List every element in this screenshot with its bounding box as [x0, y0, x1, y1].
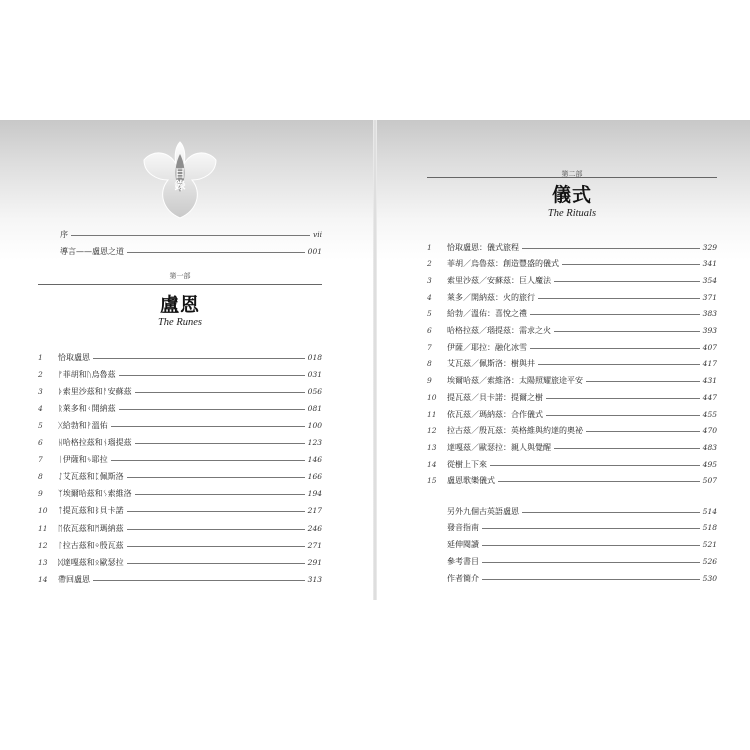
toc-entry[interactable] [427, 407, 717, 421]
entry-page: 407 [702, 342, 717, 352]
toc-entry[interactable] [38, 538, 322, 552]
entry-title: 萊多／開納茲：火的旅行 [447, 292, 535, 302]
leader-line [127, 563, 305, 564]
entry-title: 恰取盧恩 [58, 352, 90, 362]
entry-title: ᛉ埃爾哈茲和ᛊ索維洛 [58, 489, 132, 499]
entry-title: 提瓦茲／貝卡諾：提爾之樹 [447, 392, 543, 402]
chapter-number: 7 [427, 342, 432, 352]
entry-title: 艾瓦茲／佩斯洛：樹與井 [447, 359, 535, 369]
entry-page: 100 [307, 420, 322, 430]
chapter-number: 12 [427, 426, 437, 436]
toc-entry[interactable] [38, 487, 322, 501]
entry-title: 埃爾哈茲／索維洛：太陽照耀旅途平安 [447, 376, 583, 386]
leader-line [111, 426, 305, 427]
entry-title: 給勃／溫佑：喜悅之禮 [447, 309, 527, 319]
chapter-number: 1 [427, 242, 432, 252]
leader-line [530, 314, 700, 315]
entry-title: 延伸閱讀 [447, 540, 479, 550]
entry-page: 341 [702, 259, 717, 269]
toc-entry[interactable] [447, 504, 717, 518]
entry-page: 001 [307, 246, 322, 256]
toc-entry[interactable] [38, 418, 322, 432]
entry-page: 031 [307, 369, 322, 379]
toc-entry[interactable] [427, 273, 717, 287]
toc-entry[interactable] [427, 424, 717, 438]
left-page [0, 120, 375, 600]
chapter-number: 8 [38, 472, 43, 482]
chapter-number: 14 [38, 574, 48, 584]
toc-entry[interactable] [38, 470, 322, 484]
leader-line [530, 348, 700, 349]
entry-page: 431 [702, 376, 717, 386]
leader-line [482, 528, 700, 529]
toc-entry[interactable] [447, 554, 717, 568]
entry-page: 526 [702, 556, 717, 566]
leader-line [127, 529, 305, 530]
entry-page: 507 [702, 476, 717, 486]
entry-page: 271 [307, 540, 322, 550]
entry-title: 另外九個古英語盧恩 [447, 506, 519, 516]
entry-page: 417 [702, 359, 717, 369]
entry-title: 作者簡介 [447, 573, 479, 583]
leader-line [71, 235, 310, 236]
open-book [0, 120, 750, 600]
chapter-number: 7 [38, 455, 43, 465]
entry-title: 參考書目 [447, 556, 479, 566]
entry-title: ᚠ菲胡和ᚢ烏魯茲 [58, 369, 116, 379]
chapter-number: 1 [38, 352, 43, 362]
entry-title: ᚱ萊多和ᚲ開納茲 [58, 403, 116, 413]
toc-entry[interactable] [427, 440, 717, 454]
entry-title: 發音指南 [447, 523, 479, 533]
chapter-number: 10 [427, 392, 437, 402]
chapter-number: 3 [38, 386, 43, 396]
entry-title: 恰取盧恩：儀式旅程 [447, 242, 519, 252]
entry-title: ᚦ索里沙茲和ᚨ安蘇茲 [58, 386, 132, 396]
chapter-number: 10 [38, 506, 48, 516]
leader-line [490, 465, 700, 466]
leader-line [562, 264, 700, 265]
toc-entry[interactable] [427, 390, 717, 404]
chapter-number: 2 [427, 259, 432, 269]
toc-entry[interactable] [38, 367, 322, 381]
toc-entry[interactable] [447, 521, 717, 535]
part-title: 盧恩 [159, 294, 200, 316]
chapter-number: 4 [427, 292, 432, 302]
leader-line [498, 481, 700, 482]
entry-title: 索里沙茲／安蘇茲：巨人魔法 [447, 275, 551, 285]
entry-title: 帶回盧恩 [58, 574, 90, 584]
entry-title: ᛏ提瓦茲和ᛒ貝卡諾 [58, 506, 124, 516]
leader-line [119, 409, 305, 410]
entry-page: 018 [307, 352, 322, 362]
entry-page: 518 [702, 523, 717, 533]
entry-page: 313 [307, 574, 322, 584]
entry-page: 455 [702, 409, 717, 419]
leader-line [135, 443, 305, 444]
entry-title: 盧恩歌樂儀式 [447, 476, 495, 486]
toc-entry[interactable] [427, 257, 717, 271]
part-title: 儀式 [551, 184, 592, 206]
leader-line [586, 431, 700, 432]
toc-entry[interactable] [38, 401, 322, 415]
toc-entry[interactable] [427, 457, 717, 471]
toc-entry[interactable] [38, 453, 322, 467]
chapter-number: 11 [38, 523, 48, 533]
toc-entry[interactable] [38, 521, 322, 535]
entry-page: 246 [307, 523, 322, 533]
chapter-number: 9 [427, 376, 432, 386]
leader-line [482, 562, 700, 563]
entry-title: 菲胡／烏魯茲：創造豐盛的儀式 [447, 259, 559, 269]
leader-line [127, 477, 305, 478]
chapter-number: 12 [38, 540, 48, 550]
entry-title: ᚺ哈格拉茲和ᚾ瑙提茲 [58, 438, 132, 447]
entry-page: 123 [307, 438, 322, 447]
leader-line [93, 580, 305, 581]
leader-line [119, 375, 305, 376]
entry-page: 291 [307, 557, 322, 567]
part-subtitle: The Rituals [547, 208, 597, 219]
chapter-number: 8 [427, 359, 432, 369]
entry-page: 146 [307, 455, 322, 465]
entry-page: 483 [702, 442, 717, 452]
toc-entry[interactable] [38, 436, 322, 450]
toc-entry[interactable] [60, 227, 322, 241]
leader-line [538, 298, 700, 299]
entry-page: 329 [702, 242, 717, 252]
toc-title: 目錄 [174, 167, 186, 192]
chapter-number: 9 [38, 489, 43, 499]
toc-entry[interactable] [38, 350, 322, 364]
entry-page: 081 [307, 403, 322, 413]
leader-line [93, 358, 305, 359]
toc-entry[interactable] [427, 290, 717, 304]
entry-title: ᛖ依瓦茲和ᛗ瑪納茲 [58, 523, 124, 533]
entry-title: 達嘎茲／歐瑟拉：親人與覺醒 [447, 442, 551, 452]
entry-page: 056 [307, 386, 322, 396]
toc-entry[interactable] [427, 307, 717, 321]
entry-page: 514 [702, 506, 717, 516]
toc-entry[interactable] [427, 374, 717, 388]
entry-page: vii [312, 229, 322, 239]
toc-entry[interactable] [447, 538, 717, 552]
leader-line [546, 398, 700, 399]
right-page [375, 120, 750, 600]
chapter-number: 4 [38, 403, 43, 413]
part-subtitle: The Runes [157, 317, 203, 328]
leader-line [522, 248, 700, 249]
entry-page: 393 [702, 326, 717, 335]
entry-page: 495 [702, 459, 717, 469]
chapter-number: 6 [38, 438, 43, 447]
toc-entry[interactable] [38, 572, 322, 586]
leader-line [482, 579, 700, 580]
chapter-number: 3 [427, 275, 432, 285]
entry-title: 導言——盧恩之道 [60, 246, 124, 256]
chapter-number: 13 [427, 442, 437, 452]
leader-line [482, 545, 700, 546]
leader-line [522, 512, 700, 513]
entry-page: 217 [307, 506, 322, 516]
entry-title: ᛁ伊薩和ᛃ耶拉 [58, 455, 108, 465]
entry-page: 371 [702, 292, 717, 302]
leader-line [135, 494, 305, 495]
entry-page: 447 [702, 392, 717, 402]
entry-title: ᛚ拉古茲和ᛜ殷瓦茲 [58, 540, 124, 550]
chapter-number: 2 [38, 369, 43, 379]
entry-page: 521 [702, 540, 717, 550]
entry-title: ᚷ給勃和ᚹ溫佑 [58, 420, 108, 430]
entry-page: 354 [702, 275, 717, 285]
entry-title: 哈格拉茲／瑙提茲：需求之火 [447, 326, 551, 335]
entry-title: 伊薩／耶拉：融化冰雪 [447, 342, 527, 352]
entry-title: 從樹上下來 [447, 459, 487, 469]
leader-line [127, 546, 305, 547]
leader-line [127, 511, 305, 512]
leader-line [127, 252, 305, 253]
chapter-number: 5 [38, 420, 43, 430]
toc-entry[interactable] [427, 240, 717, 254]
part-label: 第一部 [169, 272, 191, 280]
entry-page: 530 [702, 573, 717, 583]
chapter-number: 6 [427, 326, 432, 335]
entry-page: 383 [702, 309, 717, 319]
chapter-number: 5 [427, 309, 432, 319]
part-divider [38, 284, 322, 285]
entry-page: 194 [307, 489, 322, 499]
toc-entry[interactable] [427, 357, 717, 371]
chapter-number: 11 [427, 409, 437, 419]
entry-title: ᛇ艾瓦茲和ᛈ佩斯洛 [58, 472, 124, 482]
part-label: 第二部 [561, 170, 583, 178]
toc-entry[interactable] [38, 555, 322, 569]
entry-title: 依瓦茲／瑪納茲：合作儀式 [447, 409, 543, 419]
leader-line [111, 460, 305, 461]
leader-line [135, 392, 305, 393]
toc-entry[interactable] [447, 571, 717, 585]
entry-page: 166 [307, 472, 322, 482]
chapter-number: 13 [38, 557, 48, 567]
toc-entry[interactable] [427, 474, 717, 488]
chapter-number: 15 [427, 476, 437, 486]
toc-entry[interactable] [38, 504, 322, 518]
leader-line [554, 448, 700, 449]
entry-title: 拉古茲／殷瓦茲：英格維與約達的奧祕 [447, 426, 583, 436]
entry-page: 470 [702, 426, 717, 436]
toc-entry[interactable] [427, 324, 717, 338]
leader-line [554, 331, 700, 332]
toc-entry[interactable] [38, 384, 322, 398]
entry-title: 序 [60, 229, 68, 239]
leader-line [554, 281, 700, 282]
leader-line [586, 381, 700, 382]
entry-title: ᛞ達嘎茲和ᛟ歐瑟拉 [58, 557, 124, 567]
leader-line [546, 415, 700, 416]
leader-line [538, 364, 700, 365]
chapter-number: 14 [427, 459, 437, 469]
toc-entry[interactable] [427, 340, 717, 354]
toc-entry[interactable] [60, 244, 322, 258]
